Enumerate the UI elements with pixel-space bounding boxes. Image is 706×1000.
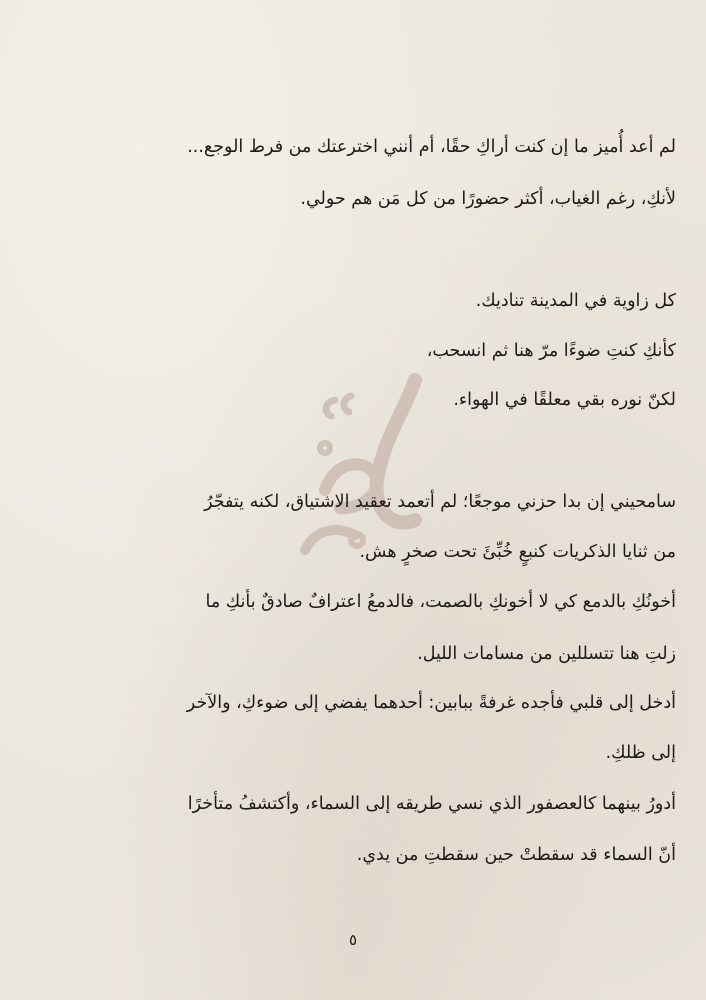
poem-line: أدورُ بينهما كالعصفور الذي نسي طريقه إلى السماء، وأكتشفُ متأخرًا <box>187 794 676 814</box>
poem-line: كل زاوية في المدينة تناديك. <box>475 291 676 311</box>
poem-line: سامحيني إن بدا حزني موجعًا؛ لم أتعمد تعقيد الاشتياق، لكنه يتفجّرُ <box>204 492 676 512</box>
poem-line: لم أعد أُميز ما إن كنت أراكِ حقًا، أم أنني اخترعتك من فرط الوجع... <box>187 137 676 157</box>
poem-line: كأنكِ كنتِ ضوءًا مرّ هنا ثم انسحب، <box>426 341 676 361</box>
poem-line: أخونُكِ بالدمع كي لا أخونكِ بالصمت، فالدمعُ اعترافٌ صادقٌ بأنكِ ما <box>205 592 676 612</box>
poem-line: أنّ السماء قد سقطتْ حين سقطتِ من يدي. <box>356 845 676 865</box>
poem-line: لأنكِ، رغم الغياب، أكثر حضورًا من كل مَن هم حولي. <box>300 189 676 209</box>
page-number: ٥ <box>348 931 358 949</box>
poem-line: من ثنايا الذكريات كنبعٍ خُبِّئَ تحت صخرٍ هش. <box>359 542 676 562</box>
poem-line: لكنّ نوره بقي معلقًا في الهواء. <box>453 390 676 410</box>
poem-line: إلى ظلكِ. <box>605 743 676 763</box>
poem-line: أدخل إلى قلبي فأجده غرفةً ببابين: أحدهما يفضي إلى ضوءكِ، والآخر <box>186 693 676 713</box>
calligraphy-watermark <box>265 340 465 570</box>
poem-line: زلتِ هنا تتسللين من مسامات الليل. <box>417 644 676 664</box>
